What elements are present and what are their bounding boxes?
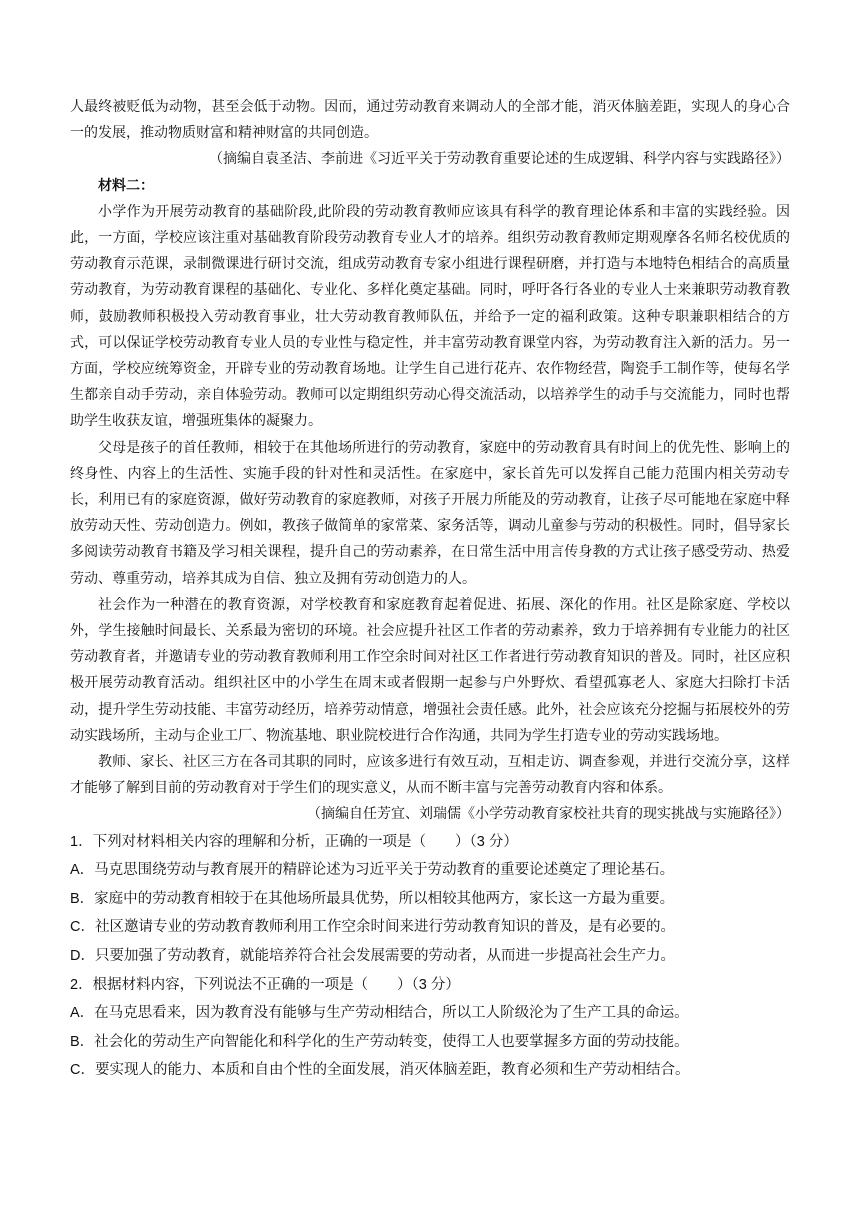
question-1-option-d[interactable]: D．只要加强了劳动教育，就能培养符合社会发展需要的劳动者，从而进一步提高社会生产力。	[70, 948, 675, 965]
question-1-option-a[interactable]: A．马克思围绕劳动与教育展开的精辟论述为习近平关于劳动教育的重要论述奠定了理论基石。	[70, 862, 675, 879]
question-2-stem: 2．根据材料内容，下列说法不正确的一项是（ ）（3 分）	[70, 976, 460, 993]
intro-continuation: 人最终被贬低为动物，甚至会低于动物。因而，通过劳动教育来调动人的全部才能，消灭体脑差距，实现人的身心合一的发展，推动物质财富和精神财富的共同创造。	[70, 99, 790, 142]
question-2-option-b[interactable]: B．社会化的劳动生产向智能化和科学化的生产劳动转变，使得工人也要掌握多方面的劳动技能。	[70, 1033, 689, 1050]
paragraph-family: 父母是孩子的首任教师，相较于在其他场所进行的劳动教育，家庭中的劳动教育具有时间上的优先性、影响上的终身性、内容上的生活性、实施手段的针对性和灵活性。在家庭中，家长首先可以发挥自己能力范围内相关劳动专长，利用已有的家庭资源，做好劳动教育的家庭教师，对孩子开展力所能及的劳动教育，让孩子尽可能地在家庭中释放劳动天性、劳动创造力。例如，教孩子做简单的家常菜、家务活等，调动儿童参与劳动的积极性。同时，倡导家长多阅读劳动教育书籍及学习相关课程，提升自己的劳动素养，在日常生活中用言传身教的方式让孩子感受劳动、热爱劳动、尊重劳动，培养其成为自信、独立及拥有劳动创造力的人。	[70, 439, 790, 587]
material-2-heading: 材料二：	[98, 177, 154, 194]
document-page	[70, 94, 790, 1085]
paragraph-community: 社会作为一种潜在的教育资源，对学校教育和家庭教育起着促进、拓展、深化的作用。社区是除家庭、学校以外，学生接触时间最长、关系最为密切的环境。社会应提升社区工作者的劳动素养，致力于培养拥有专业能力的社区劳动教育者，并邀请专业的劳动教育教师利用工作空余时间对社区工作者进行劳动教育知识的普及。同时，社区应积极开展劳动教育活动。组织社区中的小学生在周末或者假期一起参与户外野炊、看望孤寡老人、家庭大扫除打卡活动，提升学生劳动技能、丰富劳动经历，培养劳动情意，增强社会责任感。此外，社会应该充分挖掘与拓展校外的劳动实践场所，主动与企业工厂、物流基地、职业院校进行合作沟通，共同为学生打造专业的劳动实践场地。	[70, 596, 790, 744]
question-1-stem: 1．下列对材料相关内容的理解和分析，正确的一项是（ ）（3 分）	[70, 833, 518, 850]
paragraph-school: 小学作为开展劳动教育的基础阶段,此阶段的劳动教育教师应该具有科学的教育理论体系和丰富的实践经验。因此，一方面，学校应该注重对基础教育阶段劳动教育专业人才的培养。组织劳动教育教师定期观摩各名师名校优质的劳动教育示范课，录制微课进行研讨交流，组成劳动教育专家小组进行课程研磨，并打造与本地特色相结合的高质量劳动教育，为劳动教育课程的基础化、专业化、多样化奠定基础。同时，呼吁各行各业的专业人士来兼职劳动教育教师，鼓励教师积极投入劳动教育事业，壮大劳动教育教师队伍，并给予一定的福利政策。这种专职兼职相结合的方式，可以保证学校劳动教育专业人员的专业性与稳定性，并丰富劳动教育课堂内容，为劳动教育注入新的活力。另一方面，学校应统筹资金，开辟专业的劳动教育场地。让学生自己进行花卉、农作物经营，陶瓷手工制作等，使每名学生都亲自动手劳动，亲自体验劳动。教师可以定期组织劳动心得交流活动，以培养学生的动手与交流能力，同时也帮助学生收获友谊，增强班集体的凝聚力。	[70, 203, 790, 430]
source-citation-2: （摘编自任芳宜、刘瑞儒《小学劳动教育家校社共育的现实挑战与实施路径》）	[307, 806, 790, 823]
question-1-option-b[interactable]: B．家庭中的劳动教育相较于在其他场所最具优势，所以相较其他两方，家长这一方最为重要。	[70, 890, 675, 907]
question-1-option-c[interactable]: C．社区邀请专业的劳动教育教师利用工作空余时间来进行劳动教育知识的普及，是有必要的。	[70, 919, 675, 936]
question-2-option-a[interactable]: A．在马克思看来，因为教育没有能够与生产劳动相结合，所以工人阶级沦为了生产工具的命运。	[70, 1005, 689, 1022]
question-2-option-c[interactable]: C．要实现人的能力、本质和自由个性的全面发展，消灭体脑差距，教育必须和生产劳动相结合。	[70, 1062, 690, 1079]
paragraph-cooperation: 教师、家长、社区三方在各司其职的同时，应该多进行有效互动，互相走访、调查参观，并进行交流分享，这样才能够了解到目前的劳动教育对于学生们的现实意义，从而不断丰富与完善劳动教育内容和体系。	[70, 754, 790, 797]
source-citation-1: （摘编自袁圣洁、李前进《习近平关于劳动教育重要论述的生成逻辑、科学内容与实践路径》）	[209, 151, 790, 168]
